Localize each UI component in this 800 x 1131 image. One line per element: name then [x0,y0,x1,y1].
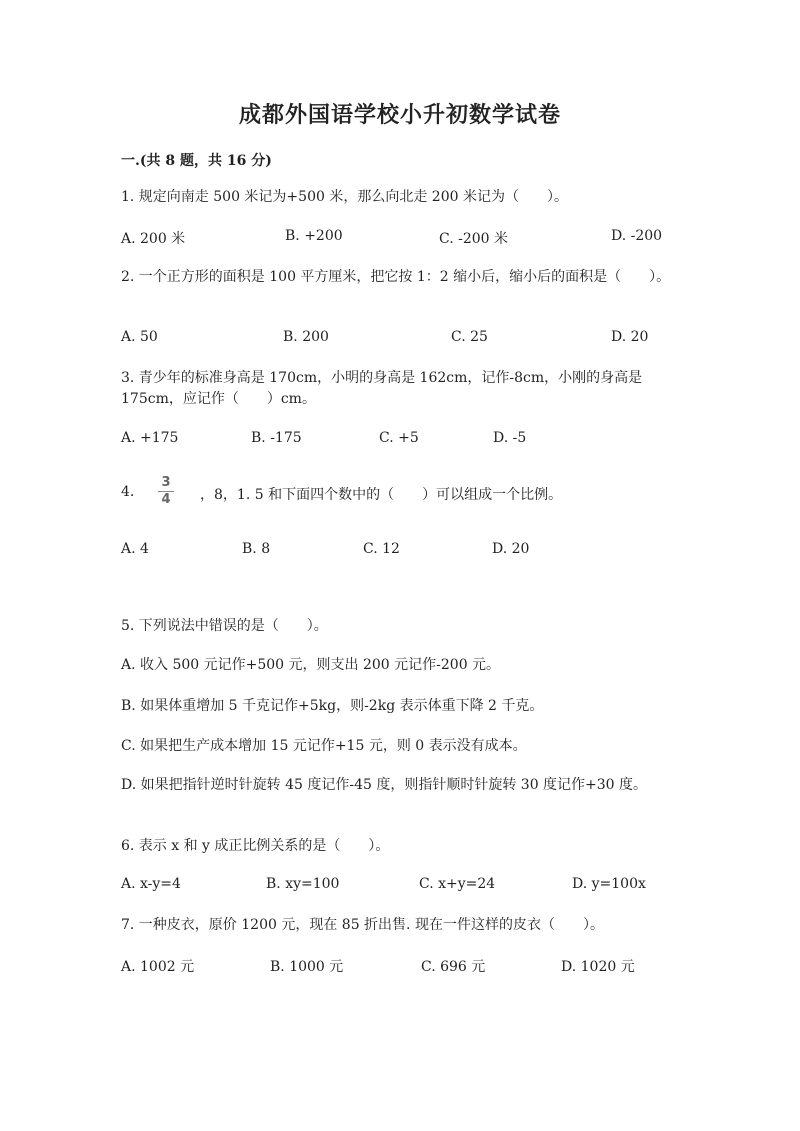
q1-option-c: C. -200 米 [439,231,509,247]
q2-option-b: B. 200 [283,329,329,345]
q6-option-c: C. x+y=24 [419,876,496,892]
q1-option-b: B. +200 [285,228,343,244]
page-title: 成都外国语学校小升初数学试卷 [238,102,561,128]
question-4-stem: ，8，1. 5 和下面四个数中的（ ）可以组成一个比例。 [200,487,563,503]
q6-option-a: A. x-y=4 [121,876,181,892]
q2-option-a: A. 50 [121,329,158,345]
question-1-stem: 1. 规定向南走 500 米记为+500 米，那么向北走 200 米记为（ ）。 [121,189,568,205]
question-6-stem: 6. 表示 x 和 y 成正比例关系的是（ ）。 [121,838,390,854]
fraction-numerator: 3 [161,475,171,490]
q2-option-d: D. 20 [611,329,649,345]
q4-option-a: A. 4 [121,541,149,557]
q1-option-a: A. 200 米 [121,231,186,247]
q6-option-b: B. xy=100 [266,876,340,892]
section-heading: 一.(共 8 题，共 16 分) [121,153,272,169]
q1-option-d: D. -200 [611,228,663,244]
q4-option-d: D. 20 [492,541,530,557]
q5-option-c: C. 如果把生产成本增加 15 元记作+15 元，则 0 表示没有成本。 [121,738,527,754]
question-5-stem: 5. 下列说法中错误的是（ ）。 [121,618,328,634]
q5-option-d: D. 如果把指针逆时针旋转 45 度记作-45 度，则指针顺时针旋转 30 度记作+30 度。 [121,777,648,793]
q7-option-d: D. 1020 元 [561,959,635,975]
fraction-three-quarters [156,476,176,507]
q3-option-d: D. -5 [493,430,527,446]
q3-option-b: B. -175 [251,430,302,446]
q5-option-a: A. 收入 500 元记作+500 元，则支出 200 元记作-200 元。 [121,657,501,673]
question-7-stem: 7. 一种皮衣，原价 1200 元，现在 85 折出售. 现在一件这样的皮衣（ ）。 [121,917,604,933]
q6-option-d: D. y=100x [572,876,646,892]
question-2-stem: 2. 一个正方形的面积是 100 平方厘米，把它按 1：2 缩小后，缩小后的面积是（ ）。 [121,269,671,285]
q4-option-c: C. 12 [363,541,400,557]
q3-option-a: A. +175 [121,430,179,446]
q2-option-c: C. 25 [451,329,488,345]
fraction-denominator: 4 [161,492,171,507]
q3-option-c: C. +5 [379,430,419,446]
question-3-stem: 3. 青少年的标准身高是 170cm，小明的身高是 162cm，记作-8cm，小刚的身高是 175cm，应记作（ ）cm。 [121,370,643,407]
question-4-number: 4. [121,484,135,500]
q7-option-c: C. 696 元 [421,959,486,975]
q4-option-b: B. 8 [242,541,271,557]
q7-option-b: B. 1000 元 [270,959,344,975]
q5-option-b: B. 如果体重增加 5 千克记作+5kg，则-2kg 表示体重下降 2 千克。 [121,698,544,714]
q7-option-a: A. 1002 元 [121,959,195,975]
